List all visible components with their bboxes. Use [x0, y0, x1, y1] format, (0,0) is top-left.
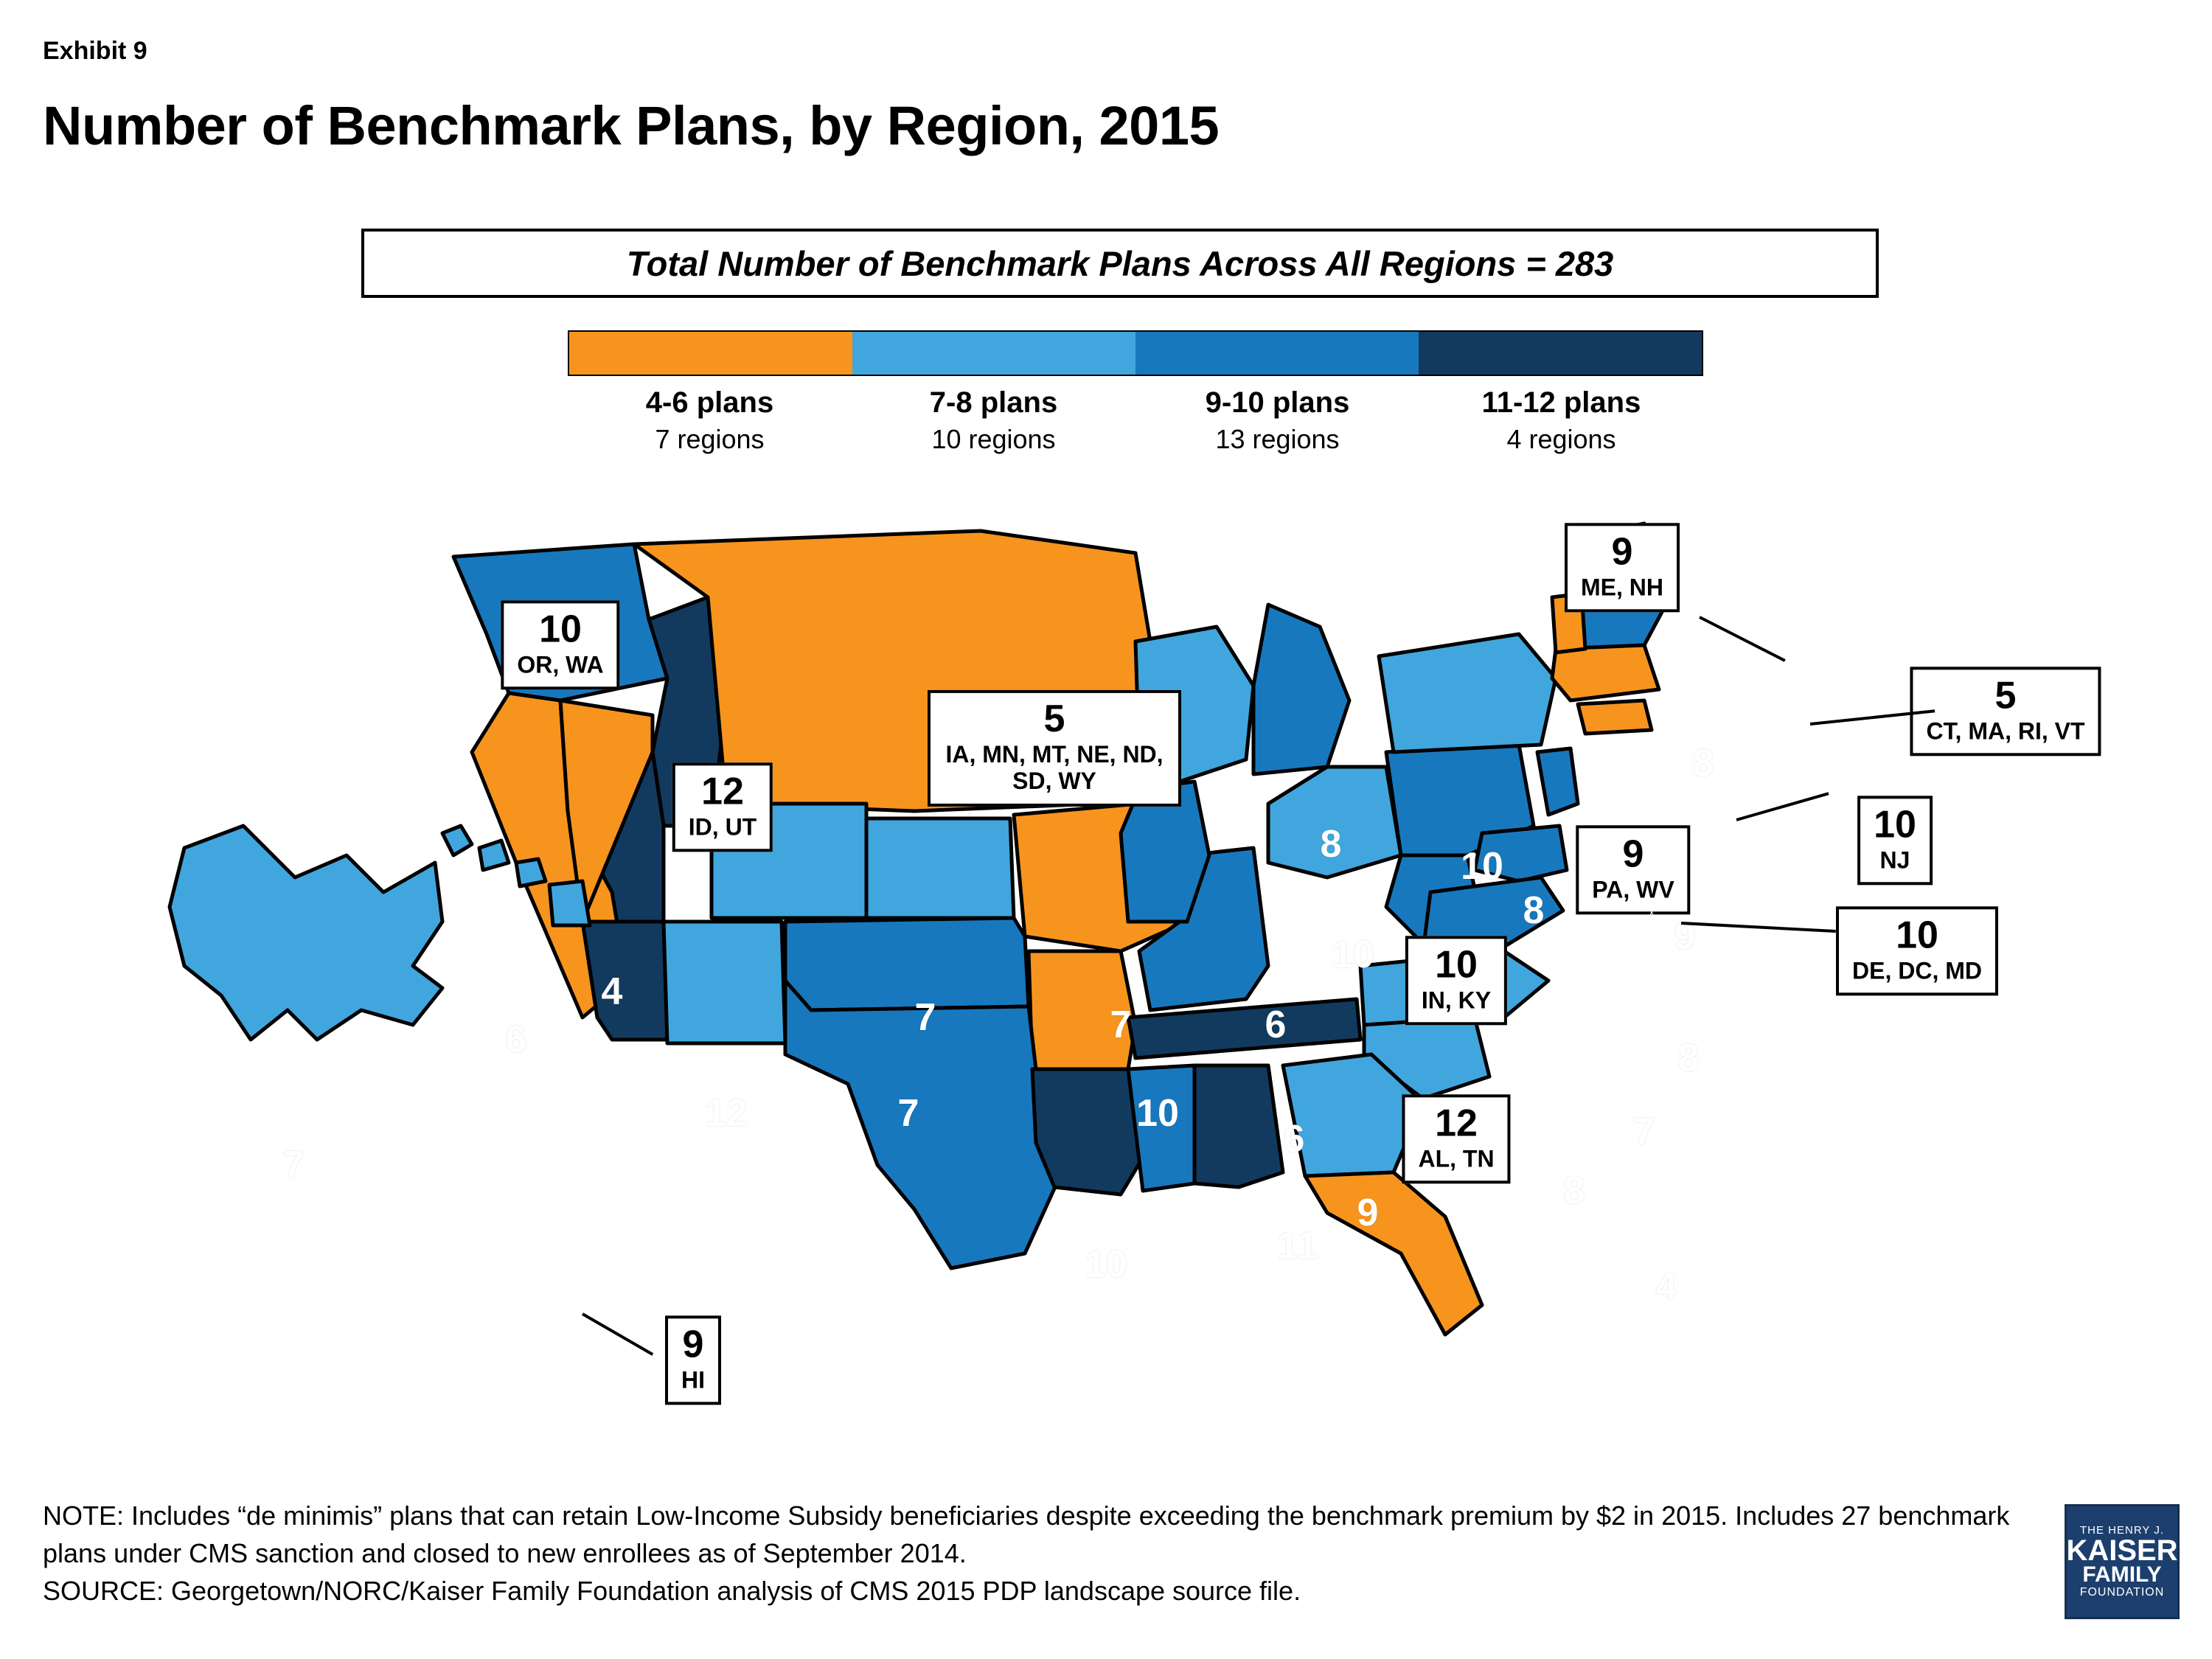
- region-mi[interactable]: [1253, 605, 1349, 774]
- callout-hi-states: HI: [681, 1366, 705, 1393]
- callout-in-ky-states: IN, KY: [1421, 986, 1492, 1013]
- legend-item-2: [1135, 386, 1419, 455]
- value-label-tx: 10: [1085, 1243, 1127, 1286]
- region-ok[interactable]: [785, 918, 1029, 1010]
- callout-pa-wv[interactable]: [1576, 825, 1690, 914]
- legend-sub-3: 4 regions: [1506, 424, 1616, 454]
- legend-labels: [568, 386, 1703, 455]
- us-map: [0, 509, 2212, 1482]
- value-label-nm: 7: [897, 1092, 919, 1135]
- callout-ct-ma-ri-vt-value: 5: [1994, 674, 2017, 717]
- callout-or-wa-value: 10: [539, 608, 582, 651]
- callout-ct-ma-ri-vt-states: CT, MA, RI, VT: [1926, 717, 2085, 744]
- value-label-nc: 8: [1677, 1037, 1700, 1079]
- callout-nj[interactable]: [1857, 796, 1933, 885]
- callout-de-dc-md-states: DE, DC, MD: [1852, 956, 1982, 984]
- value-label-ks: 7: [1110, 1004, 1132, 1046]
- callout-me-nh-value: 9: [1611, 530, 1633, 574]
- callout-or-wa[interactable]: [501, 600, 619, 689]
- total-plans-box: [361, 229, 1879, 298]
- region-ct-ma-ri-vt[interactable]: [1552, 645, 1659, 700]
- region-hi-3[interactable]: [516, 859, 546, 886]
- legend-label-2: 9-10 plans: [1205, 386, 1350, 419]
- logo-line-4: FOUNDATION: [2079, 1585, 2165, 1599]
- legend-item-3: [1419, 386, 1703, 455]
- callout-id-ut-value: 12: [701, 770, 744, 813]
- region-ks[interactable]: [866, 818, 1014, 918]
- legend-swatch-2: [1135, 332, 1419, 375]
- value-label-co: 7: [914, 996, 936, 1039]
- value-label-sc: 7: [1633, 1110, 1655, 1153]
- region-nm[interactable]: [664, 922, 785, 1043]
- value-label-ny: 8: [1692, 742, 1714, 785]
- callout-plains-states: IA, MN, MT, NE, ND, SD, WY: [945, 740, 1164, 795]
- callout-nj-value: 10: [1874, 803, 1916, 846]
- value-label-mo: 6: [1265, 1004, 1287, 1046]
- note-block: [43, 1497, 2056, 1610]
- value-label-il: 10: [1332, 933, 1374, 976]
- callout-hi-value: 9: [682, 1323, 704, 1366]
- value-label-oh: 8: [1523, 889, 1545, 932]
- region-hi-4[interactable]: [549, 881, 590, 925]
- callout-me-nh-states: ME, NH: [1581, 573, 1663, 600]
- callout-hi[interactable]: [665, 1315, 721, 1405]
- region-ny[interactable]: [1379, 634, 1556, 752]
- callout-plains-value: 5: [1043, 697, 1065, 740]
- callout-id-ut-states: ID, UT: [688, 813, 757, 840]
- page-title: Number of Benchmark Plans, by Region, 2015: [43, 95, 1220, 156]
- legend-sub-1: 10 regions: [931, 424, 1056, 454]
- legend-swatch-1: [852, 332, 1135, 375]
- legend-swatch-0: [569, 332, 852, 375]
- legend-color-bar: [568, 330, 1703, 376]
- value-label-va: 9: [1674, 915, 1696, 958]
- callout-ct-ma-ri-vt[interactable]: [1910, 667, 2101, 756]
- region-al-tn[interactable]: [1194, 1065, 1283, 1187]
- dc-star: ☆: [1638, 905, 1665, 938]
- value-label-fl: 4: [1655, 1265, 1677, 1308]
- callout-al-tn-value: 12: [1435, 1102, 1478, 1145]
- legend-label-0: 4-6 plans: [645, 386, 774, 419]
- legend-label-3: 11-12 plans: [1481, 386, 1641, 419]
- logo-line-1: THE HENRY J.: [2080, 1524, 2164, 1537]
- region-hi-2[interactable]: [479, 841, 509, 870]
- region-hi[interactable]: [442, 826, 472, 855]
- exhibit-number: Exhibit 9: [43, 37, 147, 65]
- value-label-az: 12: [705, 1092, 748, 1135]
- region-ct[interactable]: [1578, 700, 1652, 734]
- value-label-ak: 7: [282, 1144, 305, 1186]
- callout-nj-states: NJ: [1879, 846, 1910, 873]
- legend-sub-2: 13 regions: [1215, 424, 1340, 454]
- region-ak[interactable]: [170, 826, 442, 1040]
- callout-pa-wv-states: PA, WV: [1592, 875, 1674, 902]
- kff-logo: [2065, 1504, 2180, 1619]
- value-label-la: 11: [1277, 1225, 1318, 1267]
- callout-plains[interactable]: [928, 690, 1181, 807]
- region-az[interactable]: [582, 922, 667, 1040]
- region-fl[interactable]: [1305, 1172, 1482, 1335]
- value-label-wi: 8: [1320, 823, 1342, 866]
- callout-al-tn[interactable]: [1402, 1094, 1510, 1183]
- callout-in-ky-value: 10: [1435, 943, 1478, 987]
- value-label-ok: 10: [1136, 1092, 1179, 1135]
- value-label-ga: 8: [1563, 1169, 1585, 1212]
- logo-line-3: FAMILY: [2082, 1562, 2162, 1587]
- logo-line-2: KAISER: [2066, 1534, 2178, 1568]
- callout-pa-wv-value: 9: [1622, 832, 1644, 876]
- callout-de-dc-md-value: 10: [1896, 914, 1938, 957]
- callout-or-wa-states: OR, WA: [517, 650, 604, 678]
- callout-in-ky[interactable]: [1405, 936, 1507, 1025]
- legend: [568, 330, 1703, 455]
- callout-me-nh[interactable]: [1565, 523, 1680, 612]
- callout-de-dc-md[interactable]: [1836, 906, 1998, 995]
- legend-sub-0: 7 regions: [655, 424, 765, 454]
- callout-id-ut[interactable]: [672, 762, 773, 852]
- legend-item-0: [568, 386, 852, 455]
- value-label-ar: 6: [1283, 1118, 1305, 1161]
- note-line-2: SOURCE: Georgetown/NORC/Kaiser Family Foundation analysis of CMS 2015 PDP landscape source file.: [43, 1576, 1301, 1607]
- value-label-nv: 4: [601, 970, 623, 1013]
- region-nj[interactable]: [1537, 748, 1578, 815]
- legend-label-1: 7-8 plans: [929, 386, 1058, 419]
- note-line-1: NOTE: Includes “de minimis” plans that can retain Low-Income Subsidy beneficiaries despite exceeding the benchmark premium by $2 in 2015. Includes 27 benchmark plans under CMS sanction and closed to new enrollees as of September 2014.: [43, 1500, 2010, 1569]
- legend-item-1: [852, 386, 1135, 455]
- legend-swatch-3: [1419, 332, 1702, 375]
- value-label-ca: 6: [505, 1018, 527, 1061]
- region-la[interactable]: [1032, 1069, 1143, 1194]
- value-label-mi: 10: [1461, 845, 1503, 888]
- value-label-ms: 9: [1357, 1192, 1379, 1234]
- total-plans-text: Total Number of Benchmark Plans Across All Regions = 283: [626, 243, 1614, 283]
- callout-al-tn-states: AL, TN: [1418, 1144, 1495, 1172]
